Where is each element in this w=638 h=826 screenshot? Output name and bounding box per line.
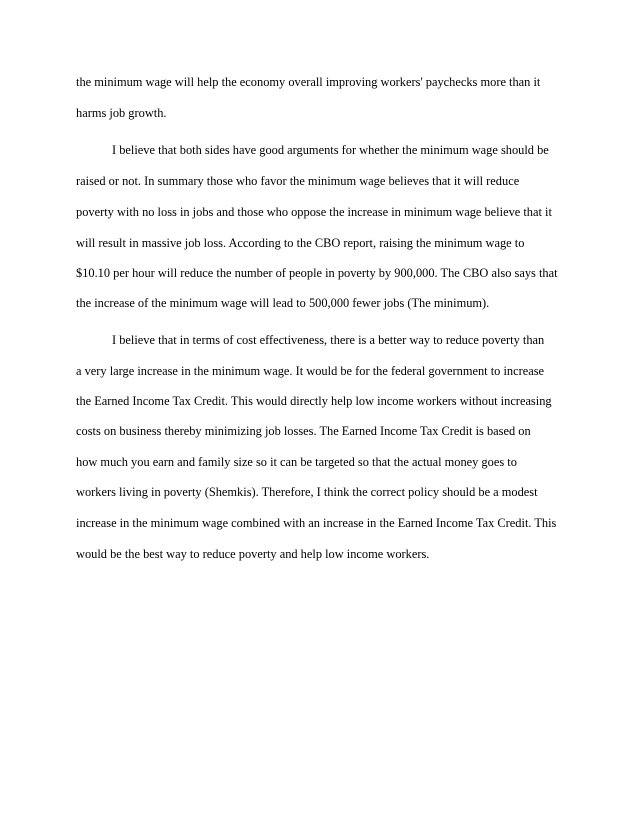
paragraph-1-line-1: the minimum wage will help the economy overall improving workers' paychecks more than it bbox=[76, 75, 541, 89]
paragraph-3-line-5: how much you earn and family size so it can be targeted so that the actual money goes to bbox=[76, 455, 517, 469]
paragraph-3-line-7: increase in the minimum wage combined with an increase in the Earned Income Tax Credit. This bbox=[76, 516, 557, 530]
paragraph-3-line-6: workers living in poverty (Shemkis). Therefore, I think the correct policy should be a modest bbox=[76, 485, 538, 499]
paragraph-3-line-2: a very large increase in the minimum wage. It would be for the federal government to increase bbox=[76, 364, 545, 378]
paragraph-2-line-6: the increase of the minimum wage will lead to 500,000 fewer jobs (The minimum). bbox=[76, 296, 490, 310]
paragraph-2-line-5: $10.10 per hour will reduce the number of people in poverty by 900,000. The CBO also says that bbox=[76, 266, 558, 280]
paragraph-2-line-2: raised or not. In summary those who favor the minimum wage believes that it will reduce bbox=[76, 174, 520, 188]
paragraph-2-line-3: poverty with no loss in jobs and those who oppose the increase in minimum wage believe that it bbox=[76, 205, 552, 219]
paragraph-3-line-8: would be the best way to reduce poverty and help low income workers. bbox=[76, 547, 430, 561]
paragraph-1-line-2: harms job growth. bbox=[76, 106, 167, 120]
paragraph-3-line-4: costs on business thereby minimizing job losses. The Earned Income Tax Credit is based on bbox=[76, 424, 531, 438]
paragraph-3-line-1: I believe that in terms of cost effectiveness, there is a better way to reduce poverty than bbox=[112, 333, 545, 347]
paragraph-2-line-1: I believe that both sides have good arguments for whether the minimum wage should be bbox=[112, 143, 549, 157]
paragraph-2-line-4: will result in massive job loss. According to the CBO report, raising the minimum wage to bbox=[76, 236, 525, 250]
paragraph-3-line-3: the Earned Income Tax Credit. This would directly help low income workers without increasing bbox=[76, 394, 552, 408]
